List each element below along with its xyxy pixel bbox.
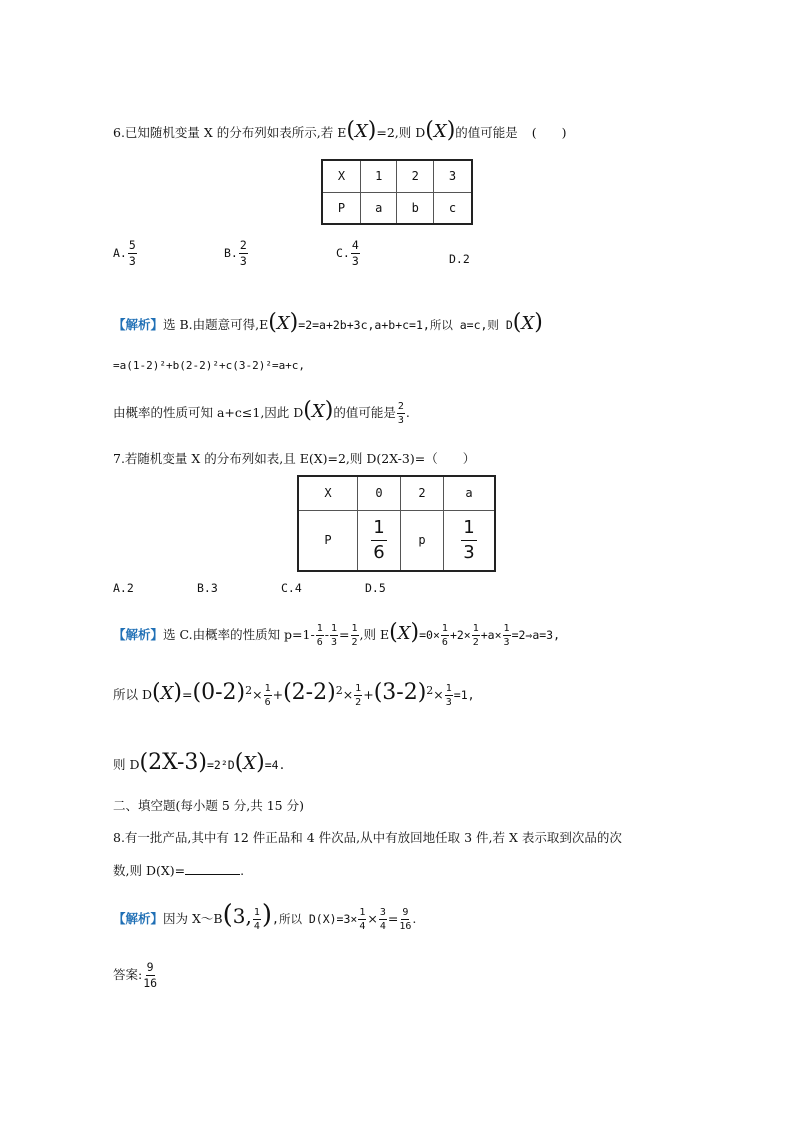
option-label: C. <box>336 246 350 260</box>
fraction: $\frac{5}{3}$ <box>128 238 136 268</box>
math-var: X <box>354 121 368 142</box>
q6-option-c <box>336 240 361 267</box>
fraction: $\frac{1}{3}$ <box>445 682 452 708</box>
fraction: $\frac{2}{3}$ <box>239 238 247 268</box>
solution-text: 选 C.由概率的性质知 p=1- <box>163 627 315 642</box>
option-label: B. <box>224 246 238 260</box>
q7-solution-line1: 【解析】选 C.由概率的性质知 p=1- $\frac{1}{6}$ - $\frac{1}{3}$ = $\frac{1}{2}$ ,则 E(X)=0× $\frac{1}{6}$ +2× $\frac{1}{2}$ +a× $\frac{1}{3}$ =2⇒a=3, <box>113 620 561 648</box>
math-paren: ( <box>346 118 355 143</box>
q8-stem-line2: 数,则 D(X)= . <box>113 863 245 878</box>
math-paren: ) <box>173 680 183 705</box>
fraction: $\frac{4}{3}$ <box>351 238 359 268</box>
q6-stem-eq: =2,则 D <box>376 125 426 140</box>
table-cell: X <box>298 476 358 510</box>
solution-tag: 【解析】 <box>113 627 164 642</box>
q6-distribution-table <box>321 159 473 225</box>
math-var: X <box>521 313 535 334</box>
q6-option-a <box>113 240 138 267</box>
table-cell: 0 <box>358 476 401 510</box>
math-paren: ( <box>389 620 398 645</box>
fraction: $\frac{1}{4}$ <box>253 906 260 932</box>
solution-text: =2=a+2b+3c,a+b+c=1,所以 a=c,则 D <box>298 318 513 332</box>
table-row <box>298 476 495 510</box>
q6-solution-line1 <box>113 312 543 334</box>
math-var: X <box>311 401 325 422</box>
q7-solution-line3: 则 D(2X-3)=2²D(X)=4. <box>113 750 286 775</box>
q6-option-d <box>449 254 470 266</box>
table-cell: p <box>401 510 444 571</box>
fraction: $\frac{3}{4}$ <box>379 906 386 932</box>
math-term: (2-2) <box>283 680 336 705</box>
q7-option-d: D.5 <box>365 581 386 595</box>
math-paren: ) <box>324 398 334 423</box>
math-paren: ( <box>268 310 277 335</box>
solution-text: ,则 E <box>359 627 390 642</box>
math-paren: ) <box>534 310 543 335</box>
math-paren: ) <box>410 620 420 645</box>
answer-blank <box>185 862 240 875</box>
solution-text: 的值可能是 <box>333 405 396 420</box>
math-paren: ) <box>261 900 273 930</box>
table-row <box>298 510 495 571</box>
math-term: (3-2) <box>373 680 427 705</box>
math-var: X <box>397 623 411 644</box>
answer-label: 答案: <box>113 967 143 982</box>
math-paren: ( <box>234 750 244 775</box>
math-paren: ) <box>446 118 456 143</box>
q6-stem <box>113 120 567 142</box>
q6-solution-line2: =a(1-2)²+b(2-2)²+c(3-2)²=a+c, <box>113 359 306 372</box>
fraction: $\frac{1}{4}$ <box>359 906 366 932</box>
q7-option-a: A.2 <box>113 581 134 595</box>
q6-stem-suffix: 的值可能是 <box>455 125 518 140</box>
math-paren: ) <box>256 750 265 775</box>
fraction: $\frac{1}{6}$ <box>373 516 385 563</box>
table-cell: a <box>361 192 397 224</box>
table-cell <box>358 510 401 571</box>
math-paren: ( <box>303 398 312 423</box>
table-cell <box>444 510 496 571</box>
table-cell: P <box>298 510 358 571</box>
math-term: (2X-3) <box>139 750 207 775</box>
table-cell: 2 <box>397 160 433 192</box>
q8-answer <box>113 962 158 989</box>
solution-tag: 【解析】 <box>113 317 164 332</box>
table-cell: 3 <box>433 160 472 192</box>
math-var: X <box>243 753 257 774</box>
math-paren: ( <box>152 680 161 705</box>
table-cell: 1 <box>361 160 397 192</box>
math-paren: ( <box>425 118 434 143</box>
math-paren: ( <box>512 310 522 335</box>
fraction: $\frac{1}{2}$ <box>472 622 479 648</box>
q6-solution-line3: 由概率的性质可知 a+c≤1,因此 D(X)的值可能是 $\frac{2}{3}$ . <box>113 398 410 426</box>
math-paren: ) <box>367 118 377 143</box>
fraction: $\frac{1}{6}$ <box>264 682 271 708</box>
option-label: D.2 <box>449 252 470 266</box>
q7-solution-line2: 所以 $D(X)=(0-2)^2\times$ $\frac{1}{6}$ $+(2-2)^2\times$ $\frac{1}{2}$ $+(3-2)^2\times$ $\frac{1}{3}$ =1, <box>113 680 475 708</box>
fraction: $\frac{2}{3}$ <box>397 400 404 426</box>
fraction: $\frac{1}{6}$ <box>316 622 323 648</box>
q7-option-b: B.3 <box>197 581 218 595</box>
math-paren: ( <box>222 900 233 930</box>
fraction: $\frac{1}{3}$ <box>463 516 475 563</box>
table-cell: a <box>444 476 496 510</box>
answer-blank: ( ) <box>531 125 567 140</box>
table-row <box>322 192 472 224</box>
solution-text: 选 B.由题意可得,E <box>163 317 269 332</box>
table-cell: b <box>397 192 433 224</box>
q7-option-c: C.4 <box>281 581 302 595</box>
q8-solution: 【解析】因为 X～B(3, $\frac{1}{4}$ ),所以 D(X)=3× $\frac{1}{4}$ × $\frac{3}{4}$ = $\frac{9}{16}$ . <box>113 900 417 932</box>
math-var: X <box>433 121 447 142</box>
math-term: (0-2) <box>192 680 246 705</box>
table-cell: P <box>322 192 361 224</box>
math-var: X <box>276 313 290 334</box>
fraction: $\frac{1}{3}$ <box>503 622 510 648</box>
q6-stem-prefix: 6.已知随机变量 X 的分布列如表所示,若 E <box>113 125 347 140</box>
fraction: $\frac{1}{2}$ <box>355 682 362 708</box>
solution-text: 由概率的性质可知 a+c≤1,因此 D <box>113 405 304 420</box>
math-var: X <box>160 683 174 704</box>
fraction: $\frac{1}{6}$ <box>441 622 448 648</box>
fraction: $\frac{9}{16}$ <box>399 906 412 932</box>
table-row <box>322 160 472 192</box>
option-label: A. <box>113 246 127 260</box>
fraction: $\frac{1}{3}$ <box>330 622 338 648</box>
table-cell: 2 <box>401 476 444 510</box>
fraction: $\frac{9}{16}$ <box>143 960 158 990</box>
table-cell: c <box>433 192 472 224</box>
fraction: $\frac{1}{2}$ <box>351 622 358 648</box>
solution-tag: 【解析】 <box>113 911 164 926</box>
q8-stem-line1: 8.有一批产品,其中有 12 件正品和 4 件次品,从中有放回地任取 3 件,若 X 表示取到次品的次 <box>113 830 622 845</box>
section-heading: 二、填空题(每小题 5 分,共 15 分) <box>113 798 304 813</box>
q7-distribution-table <box>297 475 496 572</box>
table-cell: X <box>322 160 361 192</box>
q6-option-b <box>224 240 249 267</box>
q7-stem: 7.若随机变量 X 的分布列如表,且 E(X)=2,则 D(2X-3)=（ ） <box>113 451 476 466</box>
math-paren: ) <box>289 310 299 335</box>
